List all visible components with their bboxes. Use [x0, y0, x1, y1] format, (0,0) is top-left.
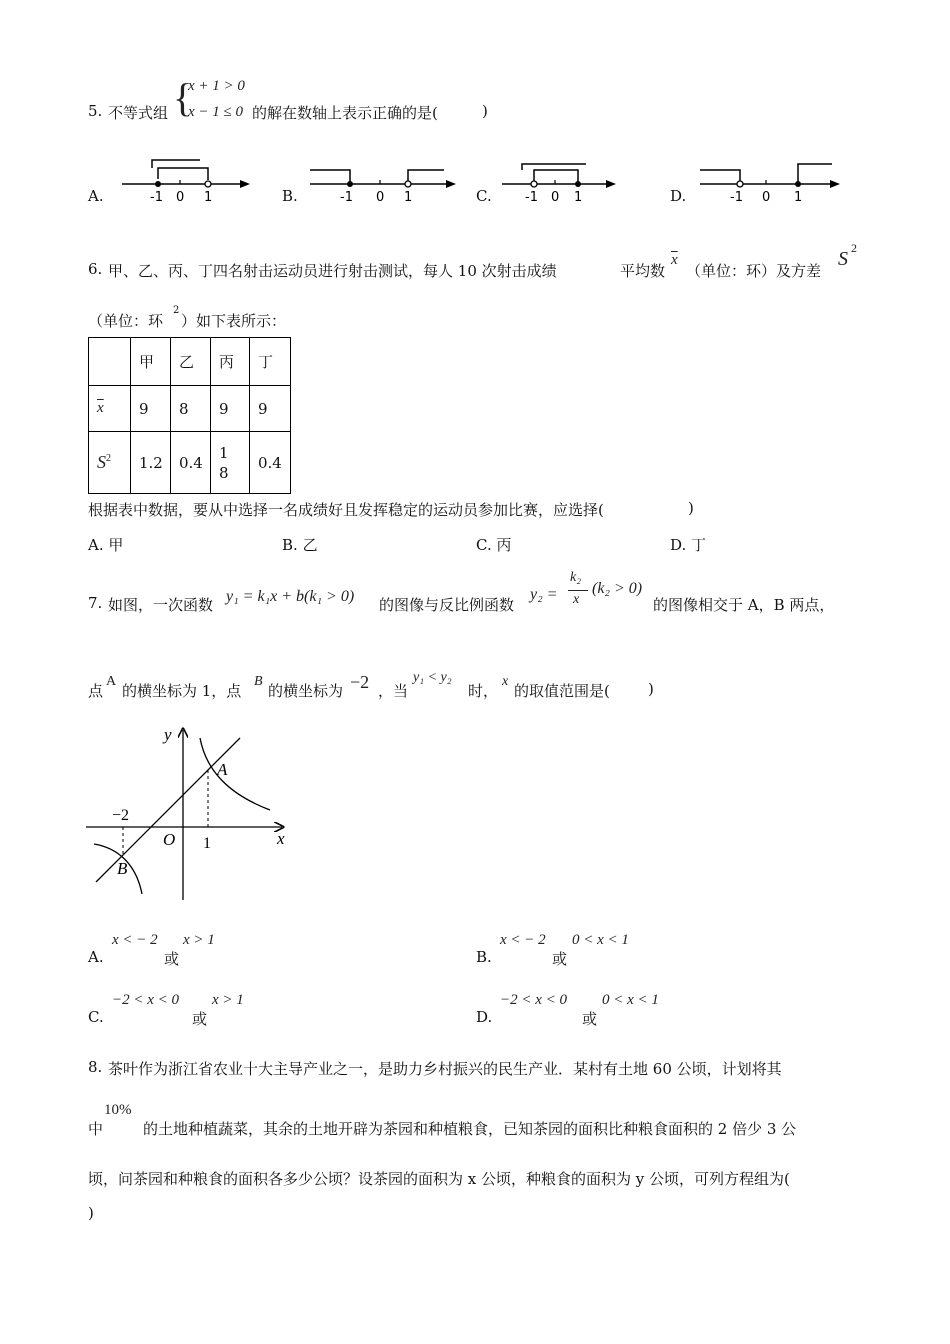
system-line-2: x − 1 ≤ 0	[188, 104, 244, 120]
q7-l2-x: x	[502, 674, 509, 689]
tick-label: 0	[762, 190, 771, 204]
q7-l2-f: 的取值范围是(	[514, 682, 610, 700]
q6-option-c: C. 丙	[476, 536, 512, 554]
x-axis-label: x	[277, 829, 285, 848]
table-cell: 0.4	[171, 432, 211, 494]
q5-option-b-label: B.	[282, 187, 298, 205]
range-bracket	[534, 170, 578, 181]
number-line-a	[118, 156, 258, 204]
tick-label: -1	[730, 190, 743, 204]
table-row	[89, 432, 291, 494]
q7-option-b-label: B.	[476, 948, 492, 966]
scores-table	[88, 337, 291, 494]
closed-dot	[795, 181, 801, 187]
hyperbola-branch-1	[200, 738, 270, 810]
q6-unit1: （单位：环）及方差	[686, 262, 822, 280]
q8-line3: 顷，问茶园和种粮食的面积各多少公顷？设茶园的面积为 x 公顷，种粮食的面积为 y 公顷，可列方程组为(	[88, 1170, 790, 1188]
open-dot	[737, 181, 743, 187]
number-line-c	[498, 156, 628, 204]
table-row	[89, 338, 291, 386]
tick-label: 1	[204, 190, 213, 204]
q7-l2-point-a: A	[106, 674, 117, 689]
q7-option-a-right: x > 1	[183, 932, 215, 948]
range-bracket	[152, 160, 200, 168]
table-cell: 9	[250, 386, 291, 432]
q7-option-d-or: 或	[582, 1010, 598, 1028]
q7-l2-cond: y₁ < y₂	[413, 670, 452, 685]
q7-option-a-left: x < − 2	[112, 932, 158, 948]
q7-option-c-label: C.	[88, 1008, 104, 1026]
q7-option-c-left: −2 < x < 0	[112, 992, 180, 1008]
point-b-label: B	[117, 859, 128, 878]
inverse-function-num: k₂	[570, 570, 582, 585]
range-left	[310, 170, 350, 181]
table-cell: 0.4	[250, 432, 291, 494]
table-cell: $S^2$	[89, 432, 131, 494]
q8-line2-a: 中	[88, 1120, 104, 1138]
tick-label: 1	[794, 190, 803, 204]
q7-option-c-right: x > 1	[212, 992, 244, 1008]
q6-question: 根据表中数据，要从中选择一名成绩好且发挥稳定的运动员参加比赛，应选择(	[88, 501, 604, 519]
table-cell: 丁	[250, 338, 291, 386]
q5-paren-close: )	[482, 102, 488, 120]
table-cell: 8	[171, 386, 211, 432]
range-right	[798, 164, 832, 181]
q5-option-d-label: D.	[670, 187, 687, 205]
q7-text3: 的图像相交于 A，B 两点，	[653, 596, 835, 614]
range-left	[700, 170, 740, 181]
q6-option-a: A. 甲	[88, 536, 124, 554]
range-right	[408, 170, 444, 181]
table-cell: 1.2	[131, 432, 171, 494]
axis-arrow	[606, 180, 616, 188]
tick-label: 0	[551, 190, 560, 204]
q6-unit2-sup: 2	[173, 305, 180, 316]
q7-l2-minus2: −2	[350, 672, 370, 692]
q7-option-d-label: D.	[476, 1008, 493, 1026]
table-cell: 丙	[211, 338, 250, 386]
q5-option-c-label: C.	[476, 187, 492, 205]
q6-option-d: D. 丁	[670, 536, 707, 554]
q7-text1: 如图，一次函数	[108, 596, 214, 614]
q7-option-b-left: x < − 2	[500, 932, 546, 948]
q7-option-a-label: A.	[88, 948, 104, 966]
q6-unit2-b: ）如下表所示：	[181, 312, 287, 330]
q7-l2-d: ，当	[378, 682, 409, 700]
q8-line1: 茶叶作为浙江省农业十大主导产业之一，是助力乡村振兴的民生产业．某村有土地 60 公顷，计划将其	[108, 1060, 782, 1078]
q5-stem-suffix: 的解在数轴上表示正确的是(	[252, 104, 438, 122]
one-label: 1	[203, 835, 211, 852]
tick-label: 1	[404, 190, 413, 204]
closed-dot	[575, 181, 581, 187]
q5-stem-prefix: 不等式组	[108, 104, 169, 122]
s2-sup: 2	[851, 241, 857, 255]
number-line-d	[696, 156, 846, 204]
axis-arrow	[446, 180, 456, 188]
range-bracket	[522, 164, 586, 170]
table-cell: 甲	[131, 338, 171, 386]
q7-option-c-or: 或	[192, 1010, 208, 1028]
origin-label: O	[163, 830, 176, 849]
xbar-symbol: $\overline{x}$	[671, 252, 678, 268]
system-brace: {	[173, 75, 193, 120]
q5-number: 5.	[88, 102, 103, 120]
inverse-function-cond: (k₂ > 0)	[592, 580, 643, 597]
table-cell: $\overline{x}$	[89, 386, 131, 432]
q7-option-a-or: 或	[164, 950, 180, 968]
open-dot	[205, 181, 211, 187]
table-cell: 乙	[171, 338, 211, 386]
tick-label: -1	[525, 190, 538, 204]
q6-unit2-a: （单位：环	[88, 312, 164, 330]
q7-option-d-right: 0 < x < 1	[602, 992, 659, 1008]
s2-symbol: S	[838, 248, 848, 270]
function-graph	[84, 722, 304, 902]
q6-paren-close: )	[688, 499, 694, 517]
open-dot	[531, 181, 537, 187]
closed-dot	[347, 181, 353, 187]
table-row	[89, 386, 291, 432]
q7-option-b-right: 0 < x < 1	[572, 932, 629, 948]
q7-option-d-left: −2 < x < 0	[500, 992, 568, 1008]
linear-function: y₁ = k₁x + b(k₁ > 0)	[226, 588, 355, 605]
q7-l2-e: 时，	[468, 682, 499, 700]
q8-number: 8.	[88, 1058, 103, 1076]
tick-label: 0	[176, 190, 185, 204]
tick-label: -1	[150, 190, 163, 204]
tick-label: -1	[340, 190, 353, 204]
range-bracket	[158, 168, 208, 180]
inverse-function-den: x	[573, 592, 580, 607]
q7-l2-c: 的横坐标为	[268, 682, 344, 700]
q5-option-a-label: A.	[88, 187, 104, 205]
q6-option-b: B. 乙	[282, 536, 318, 554]
point-a-label: A	[217, 760, 228, 779]
system-line-1: x + 1 > 0	[188, 78, 245, 94]
q8-percent: 10%	[104, 1102, 132, 1118]
table-cell	[89, 338, 131, 386]
table-cell: 9	[211, 386, 250, 432]
open-dot	[405, 181, 411, 187]
q7-number: 7.	[88, 594, 103, 612]
inverse-function-lhs: y₂ =	[530, 586, 558, 603]
minus-two-label: −2	[112, 807, 130, 824]
closed-dot	[155, 181, 161, 187]
q8-line4: )	[88, 1204, 94, 1222]
q8-line2-b: 的土地种植蔬菜，其余的土地开辟为茶园和种植粮食，已知茶园的面积比种粮食面积的 2 倍少 3 公	[143, 1120, 797, 1138]
axis-arrow	[830, 180, 840, 188]
q7-l2-a: 点	[88, 682, 104, 700]
q6-stem-line1: 甲、乙、丙、丁四名射击运动员进行射击测试，每人 10 次射击成绩	[108, 262, 557, 280]
q7-l2-point-b: B	[254, 674, 263, 689]
tick-label: 0	[376, 190, 385, 204]
fraction-bar	[568, 590, 588, 591]
tick-label: 1	[574, 190, 583, 204]
axis-arrow	[240, 180, 250, 188]
q7-option-b-or: 或	[552, 950, 568, 968]
q6-number: 6.	[88, 260, 103, 278]
q6-stem-avg: 平均数	[620, 262, 666, 280]
q7-text2: 的图像与反比例函数	[379, 596, 515, 614]
q7-l2-b: 的横坐标为 1，点	[122, 682, 242, 700]
y-axis-label: y	[164, 725, 172, 744]
table-cell: 9	[131, 386, 171, 432]
number-line-b	[306, 156, 466, 204]
q7-paren-close: )	[648, 680, 654, 698]
table-cell: 1 8	[211, 432, 250, 494]
